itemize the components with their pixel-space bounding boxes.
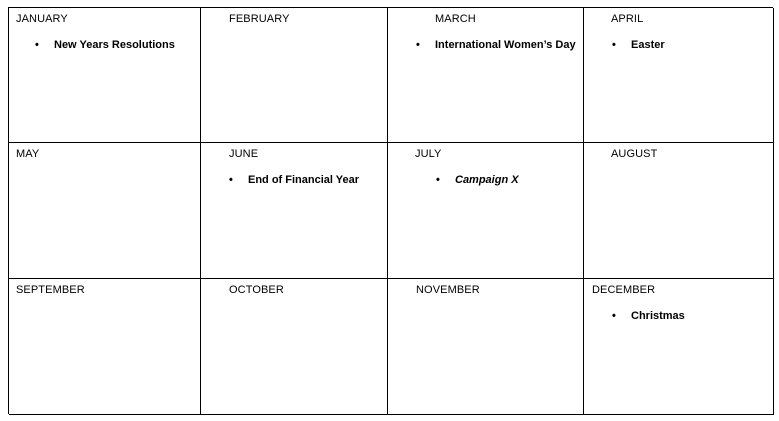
month-label: DECEMBER <box>592 284 656 296</box>
month-cell-june[interactable] <box>201 143 388 279</box>
month-label: NOVEMBER <box>416 284 480 296</box>
month-cell-october[interactable] <box>201 279 388 415</box>
event-text: International Women’s Day <box>435 39 576 51</box>
event-item[interactable] <box>436 174 519 186</box>
month-cell-march[interactable] <box>388 8 584 143</box>
bullet-icon: • <box>612 39 616 51</box>
bullet-icon: • <box>35 39 39 51</box>
event-list <box>612 310 685 322</box>
event-list <box>35 39 175 51</box>
event-text: Christmas <box>631 310 685 322</box>
event-item[interactable] <box>229 174 359 186</box>
bullet-icon: • <box>229 174 233 186</box>
month-label: FEBRUARY <box>229 13 290 25</box>
bullet-icon: • <box>612 310 616 322</box>
event-list <box>229 174 359 186</box>
month-cell-september[interactable] <box>9 279 201 415</box>
month-label: MARCH <box>435 13 476 25</box>
bullet-icon: • <box>416 39 420 51</box>
month-cell-february[interactable] <box>201 8 388 143</box>
month-label: APRIL <box>611 13 644 25</box>
month-cell-november[interactable] <box>388 279 584 415</box>
event-list <box>612 39 665 51</box>
month-label: MAY <box>16 148 40 160</box>
event-item[interactable] <box>612 39 665 51</box>
event-text: New Years Resolutions <box>54 39 175 51</box>
month-label: JUNE <box>229 148 259 160</box>
event-text: Campaign X <box>455 174 519 186</box>
event-item[interactable] <box>35 39 175 51</box>
month-cell-december[interactable] <box>584 279 774 415</box>
month-label: JANUARY <box>16 13 68 25</box>
month-label: JULY <box>415 148 442 160</box>
calendar-grid <box>8 7 773 414</box>
event-list <box>436 174 519 186</box>
month-label: AUGUST <box>611 148 658 160</box>
month-label: SEPTEMBER <box>16 284 85 296</box>
month-cell-july[interactable] <box>388 143 584 279</box>
month-label: OCTOBER <box>229 284 284 296</box>
event-item[interactable] <box>416 39 576 51</box>
event-list <box>416 39 576 51</box>
bullet-icon: • <box>436 174 440 186</box>
event-item[interactable] <box>612 310 685 322</box>
month-cell-january[interactable] <box>9 8 201 143</box>
event-text: Easter <box>631 39 665 51</box>
event-text: End of Financial Year <box>248 174 360 186</box>
month-cell-may[interactable] <box>9 143 201 279</box>
month-cell-april[interactable] <box>584 8 774 143</box>
month-cell-august[interactable] <box>584 143 774 279</box>
